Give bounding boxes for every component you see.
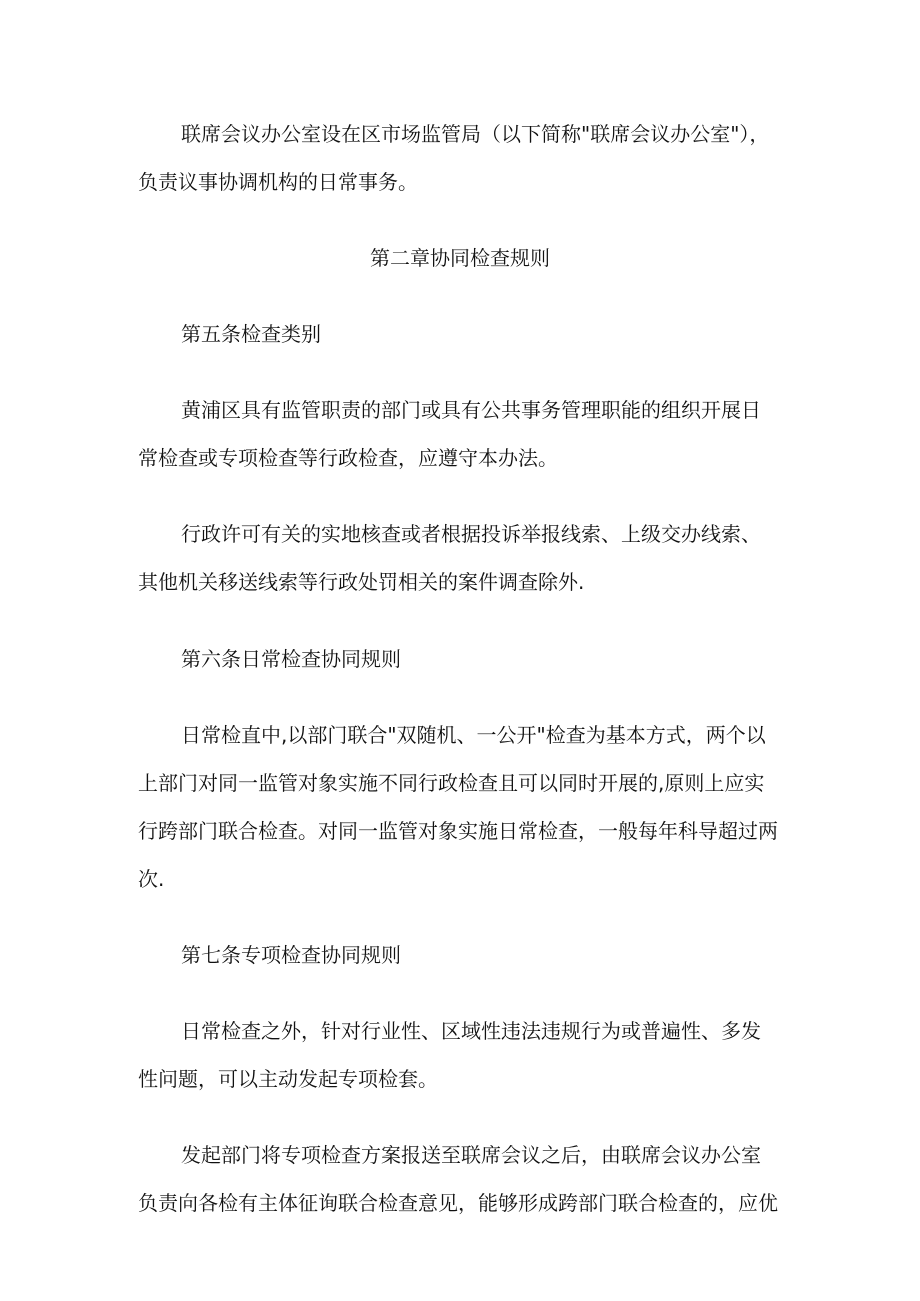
article-heading: 第五条检查类别 xyxy=(181,322,321,346)
paragraph-line: 日常检直中,以部门联合"双随机、一公开"检查为基本方式，两个以 xyxy=(181,723,766,747)
paragraph-line: 行政许可有关的实地核查或者根据投诉举报线索、上级交办线索、 xyxy=(181,522,761,546)
article-heading: 第六条日常检查协同规则 xyxy=(181,647,401,671)
paragraph-line: 常检查或专项检查等行政检查，应遵守本办法。 xyxy=(138,446,558,470)
paragraph-line: 负责向各检有主体征询联合检查意见，能够形成跨部门联合检查的，应优 xyxy=(138,1191,778,1215)
paragraph-line: 性问题，可以主动发起专项检套。 xyxy=(138,1067,438,1091)
paragraph-line: 负责议事协调机构的日常事务。 xyxy=(138,170,418,194)
paragraph-line: 黄浦区具有监管职责的部门或具有公共事务管理职能的组织开展日 xyxy=(181,398,761,422)
chapter-heading: 第二章协同检查规则 xyxy=(370,246,550,270)
paragraph-line: 行跨部门联合检查。对同一监管对象实施日常检查，一般每年科导超过两 xyxy=(138,819,778,843)
paragraph-line: 其他机关移送线索等行政处罚相关的案件调查除外. xyxy=(138,570,585,594)
paragraph-line: 次. xyxy=(138,867,165,891)
paragraph-line: 联席会议办公室设在区市场监管局（以下简称"联席会议办公室"）， xyxy=(181,122,770,146)
paragraph-line: 日常检查之外，针对行业性、区域性违法违规行为或普遍性、多发 xyxy=(181,1019,761,1043)
paragraph-line: 发起部门将专项检查方案报送至联席会议之后，由联席会议办公室 xyxy=(181,1143,761,1167)
article-heading: 第七条专项检查协同规则 xyxy=(181,943,401,967)
paragraph-line: 上部门对同一监管对象实施不同行政检查且可以同时开展的,原则上应实 xyxy=(138,771,765,795)
